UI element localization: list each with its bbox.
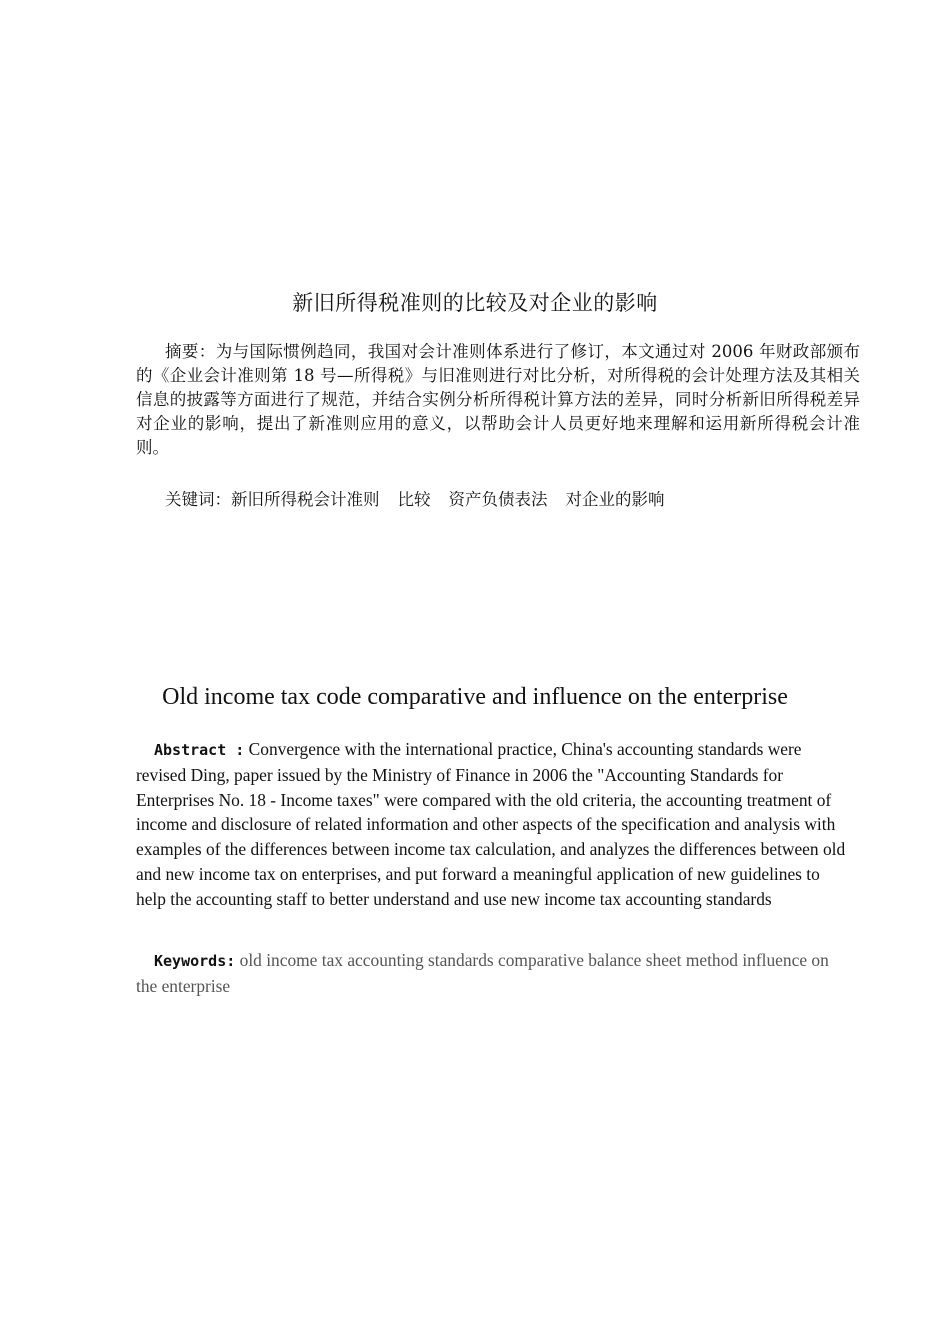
chinese-title: 新旧所得税准则的比较及对企业的影响: [292, 291, 658, 315]
english-abstract: [136, 737, 852, 912]
chinese-keyword: 比较: [397, 490, 431, 509]
chinese-keywords: [165, 488, 665, 512]
english-title: Old income tax code comparative and influence on the enterprise: [162, 684, 788, 710]
chinese-keywords-label: 关键词：: [165, 490, 231, 509]
chinese-keyword: 资产负债表法: [448, 490, 548, 509]
english-abstract-label: Abstract :: [154, 741, 245, 759]
english-abstract-text: Convergence with the international practice, China's accounting standards were revised Ding, paper issued by the Ministry of Finance in 2006 the "Accounting Standards for Enterprises No. 18 - Income taxes" were compared with the old criteria, the accounting treatment of income and disclosure of related information and other aspects of the specification and analysis with examples of the differences between income tax calculation, and analyzes the differences between old and new income tax on enterprises, and put forward a meaningful application of new guidelines to help the accounting staff to better understand and use new income tax accounting standards: [136, 739, 846, 909]
chinese-keyword: 对企业的影响: [565, 490, 665, 509]
chinese-keyword: 新旧所得税会计准则: [231, 490, 380, 509]
english-keywords: [136, 948, 852, 999]
chinese-abstract-label: 摘要：: [165, 342, 216, 361]
english-keywords-text: old income tax accounting standards comparative balance sheet method influence on the enterprise: [136, 950, 829, 996]
chinese-abstract-text: 为与国际惯例趋同，我国对会计准则体系进行了修订，本文通过对 2006 年财政部颁布的《企业会计准则第 18 号—所得税》与旧准则进行对比分析，对所得税的会计处理方法及其相关信息的披露等方面进行了规范，并结合实例分析所得税计算方法的差异，同时分析新旧所得税差异对企业的影响，提出了新准则应用的意义，以帮助会计人员更好地来理解和运用新所得税会计准则。: [136, 342, 861, 457]
english-keywords-label: Keywords:: [154, 952, 236, 970]
chinese-abstract: [136, 340, 860, 460]
